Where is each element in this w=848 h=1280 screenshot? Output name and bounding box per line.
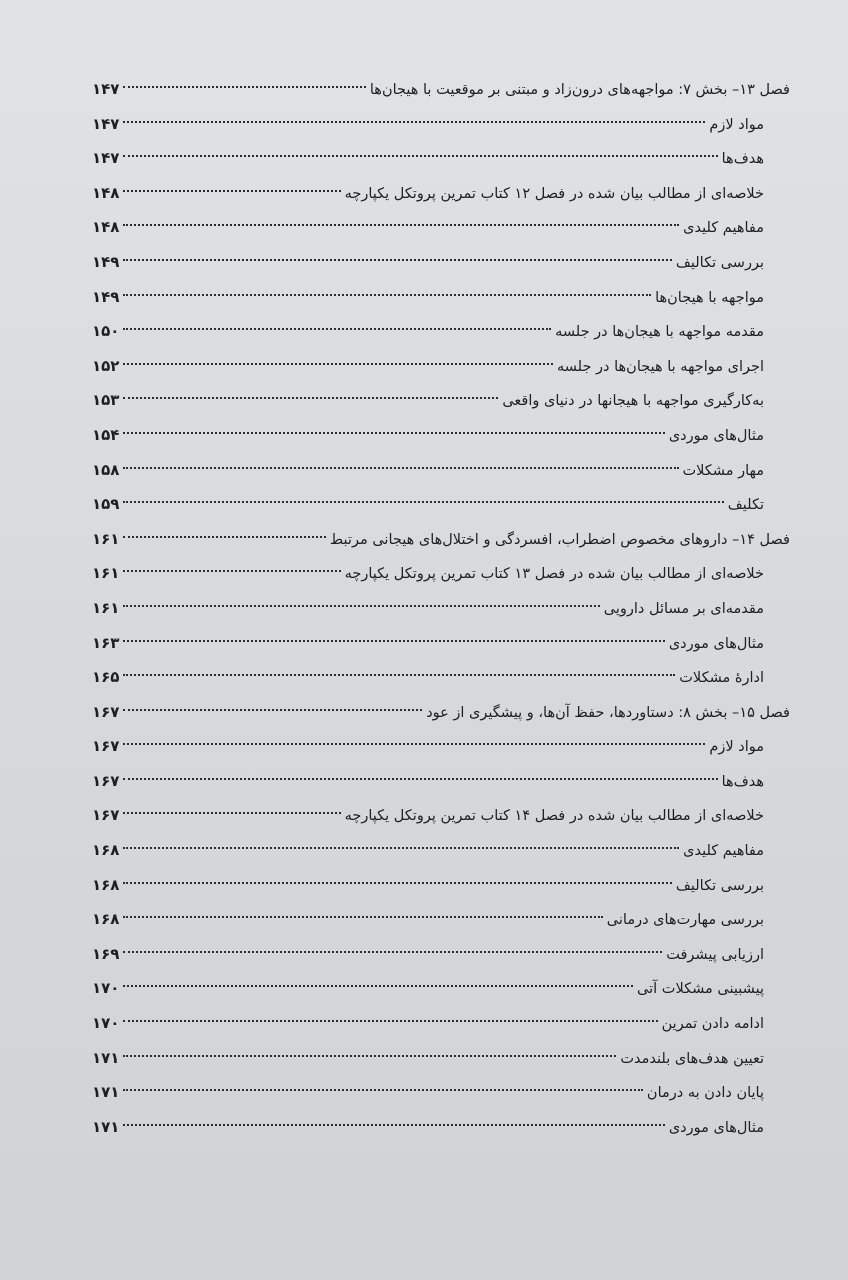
toc-page-number: ۱۷۰ (92, 979, 120, 998)
dot-leader (123, 397, 498, 399)
toc-entry-title: تعیین هدف‌های بلندمدت (620, 1050, 764, 1067)
dot-leader (123, 985, 633, 987)
toc-row (92, 660, 790, 695)
toc-row (92, 487, 790, 522)
toc-page-number: ۱۶۳ (92, 633, 120, 652)
dot-leader (123, 1124, 664, 1126)
toc-row (92, 764, 790, 799)
toc-entry-title: مهار مشکلات (682, 462, 764, 479)
toc-page-number: ۱۷۱ (92, 1083, 120, 1102)
toc-row (92, 1006, 790, 1041)
toc-row (92, 280, 790, 315)
toc-entry-title: فصل ۱۵– بخش ۸: دستاوردها، حفظ آن‌ها، و پیشگیری از عود (426, 704, 790, 721)
toc-row (92, 210, 790, 245)
toc-page-number: ۱۴۹ (92, 287, 120, 306)
dot-leader (123, 1055, 616, 1057)
toc-entry-title: مواجهه با هیجان‌ها (655, 289, 764, 306)
dot-leader (123, 190, 340, 192)
toc-entry-title: هدف‌ها (721, 151, 764, 168)
toc-row (92, 1041, 790, 1076)
toc-entry-title: مقدمه‌ای بر مسائل دارویی (603, 600, 764, 617)
toc-page-number: ۱۶۱ (92, 598, 120, 617)
toc-entry-title: مثال‌های موردی (668, 1119, 764, 1136)
toc-entry-title: بررسی تکالیف (675, 877, 764, 894)
dot-leader (123, 812, 340, 814)
toc-row (92, 453, 790, 488)
toc-page-number: ۱۴۷ (92, 80, 120, 98)
toc-page-number: ۱۶۸ (92, 841, 120, 860)
toc-page-number: ۱۶۷ (92, 737, 120, 756)
toc-row (92, 314, 790, 349)
toc-row (92, 72, 790, 107)
toc-page-number: ۱۵۲ (92, 356, 120, 375)
toc-page-number: ۱۴۸ (92, 218, 120, 237)
toc-row (92, 245, 790, 280)
toc-entry-title: بررسی تکالیف (675, 254, 764, 271)
toc-entry-title: به‌کارگیری مواجهه با هیجانها در دنیای واقعی (502, 393, 764, 410)
dot-leader (123, 570, 340, 572)
toc-row (92, 798, 790, 833)
toc-row (92, 729, 790, 764)
toc-row (92, 868, 790, 903)
toc-page-number: ۱۶۷ (92, 702, 120, 721)
dot-leader (123, 294, 651, 296)
dot-leader (123, 328, 551, 330)
toc-entry-title: مفاهیم کلیدی (683, 843, 764, 860)
toc-entry-title: بررسی مهارت‌های درمانی (606, 912, 764, 929)
dot-leader (123, 259, 671, 261)
dot-leader (123, 847, 679, 849)
dot-leader (123, 709, 422, 711)
dot-leader (123, 363, 553, 365)
toc-row (92, 556, 790, 591)
toc-page-number: ۱۵۰ (92, 322, 120, 341)
toc-entry-title: اجرای مواجهه با هیجان‌ها در جلسه (556, 358, 764, 375)
toc-page-number: ۱۵۸ (92, 460, 120, 479)
toc-page-number: ۱۷۰ (92, 1014, 120, 1033)
toc-page-number: ۱۶۱ (92, 529, 120, 548)
toc-entry-title: ادامه دادن تمرین (661, 1016, 764, 1033)
toc-page-number: ۱۷۱ (92, 1117, 120, 1136)
dot-leader (123, 501, 723, 503)
toc-entry-title: هدف‌ها (721, 773, 764, 790)
dot-leader (123, 605, 599, 607)
toc-row (92, 176, 790, 211)
dot-leader (123, 640, 664, 642)
dot-leader (123, 1020, 657, 1022)
dot-leader (123, 916, 602, 918)
toc-page-number: ۱۵۳ (92, 391, 120, 410)
toc-entry-title: پیشبینی مشکلات آتی (637, 981, 764, 998)
dot-leader (123, 951, 662, 953)
toc-entry-title: مقدمه مواجهه با هیجان‌ها در جلسه (555, 324, 764, 341)
dot-leader (123, 467, 678, 469)
toc-row (92, 1075, 790, 1110)
toc-row (92, 902, 790, 937)
toc-page-number: ۱۵۴ (92, 425, 120, 444)
toc-page-number: ۱۶۷ (92, 771, 120, 790)
toc-page-number: ۱۷۱ (92, 1048, 120, 1067)
dot-leader (123, 155, 717, 157)
toc-entry-title: خلاصه‌ای از مطالب بیان شده در فصل ۱۲ کتاب تمرین پروتکل یکپارچه (344, 185, 764, 202)
toc-entry-title: فصل ۱۴– داروهای مخصوص اضطراب، افسردگی و اختلال‌های هیجانی مرتبط (329, 531, 790, 548)
toc-row (92, 626, 790, 661)
toc-row (92, 141, 790, 176)
toc-entry-title: مثال‌های موردی (668, 635, 764, 652)
dot-leader (123, 536, 325, 538)
toc-page-number: ۱۴۷ (92, 149, 120, 168)
dot-leader (123, 432, 664, 434)
toc-entry-title: مواد لازم (709, 116, 764, 133)
toc-page-number: ۱۴۸ (92, 183, 120, 202)
toc-entry-title: تکلیف (727, 497, 764, 514)
toc-page-number: ۱۶۸ (92, 910, 120, 929)
toc-page-number: ۱۴۷ (92, 114, 120, 133)
toc-entry-title: مثال‌های موردی (668, 427, 764, 444)
toc-entry-title: ارزیابی پیشرفت (666, 946, 764, 963)
toc-page-number: ۱۶۵ (92, 668, 120, 687)
toc-page-number: ۱۴۹ (92, 252, 120, 271)
toc-entry-title: پایان دادن به درمان (646, 1085, 764, 1102)
dot-leader (123, 86, 365, 88)
dot-leader (123, 121, 705, 123)
dot-leader (123, 224, 679, 226)
toc-row (92, 522, 790, 557)
toc-entry-title: خلاصه‌ای از مطالب بیان شده در فصل ۱۴ کتاب تمرین پروتکل یکپارچه (344, 808, 764, 825)
toc-entry-title: خلاصه‌ای از مطالب بیان شده در فصل ۱۳ کتاب تمرین پروتکل یکپارچه (344, 566, 764, 583)
toc-row (92, 1110, 790, 1145)
toc-page-number: ۱۶۸ (92, 875, 120, 894)
dot-leader (123, 743, 705, 745)
toc-page-number: ۱۶۱ (92, 564, 120, 583)
toc-page-number: ۱۵۹ (92, 495, 120, 514)
toc-row (92, 418, 790, 453)
toc-row (92, 971, 790, 1006)
toc-entry-title: مفاهیم کلیدی (683, 220, 764, 237)
toc-row (92, 937, 790, 972)
toc-row (92, 107, 790, 142)
toc-entry-title: مواد لازم (709, 739, 764, 756)
dot-leader (123, 778, 717, 780)
toc-row (92, 349, 790, 384)
toc-row (92, 383, 790, 418)
toc-entry-title: فصل ۱۳– بخش ۷: مواجهه‌های درون‌زاد و مبتنی بر موقعیت با هیجان‌ها (369, 82, 790, 98)
toc-row (92, 591, 790, 626)
toc-row (92, 833, 790, 868)
table-of-contents (92, 72, 790, 1144)
dot-leader (123, 882, 671, 884)
toc-page-number: ۱۶۷ (92, 806, 120, 825)
toc-page-number: ۱۶۹ (92, 944, 120, 963)
toc-entry-title: ادارهٔ مشکلات (679, 670, 764, 687)
toc-row (92, 695, 790, 730)
dot-leader (123, 1089, 642, 1091)
dot-leader (123, 674, 675, 676)
